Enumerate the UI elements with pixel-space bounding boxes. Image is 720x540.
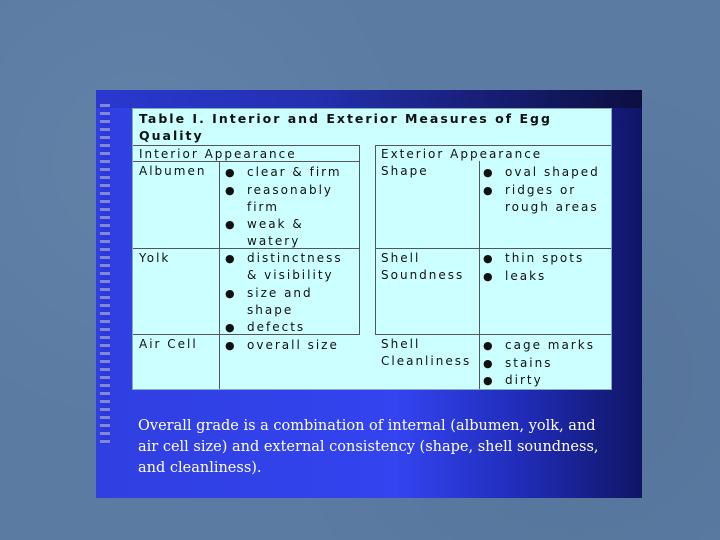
panel-top-shade <box>96 90 642 108</box>
exterior-label-soundness: Soundness <box>381 268 465 282</box>
summary-text <box>138 416 618 479</box>
bullet-icon: ● <box>225 252 237 265</box>
exterior-label-shell-2: Shell <box>381 337 421 351</box>
grid-line <box>375 248 611 249</box>
table-title-line2: Quality <box>139 128 204 143</box>
summary-line: and cleanliness). <box>138 460 262 476</box>
list-item: overall size <box>247 338 339 352</box>
list-item: cage marks <box>505 338 595 352</box>
slide-panel <box>96 90 642 498</box>
grid-line <box>133 248 359 249</box>
table-title: Table I. Interior and Exterior Measures of Egg <box>139 111 552 126</box>
bullet-icon: ● <box>225 339 237 352</box>
list-item: thin spots <box>505 251 585 265</box>
bullet-icon: ● <box>225 184 237 197</box>
interior-label-yolk: Yolk <box>139 251 171 265</box>
list-item: weak & <box>247 217 304 231</box>
bullet-icon: ● <box>483 252 495 265</box>
bullet-icon: ● <box>225 287 237 300</box>
interior-header: Interior Appearance <box>139 147 297 161</box>
list-item: distinctness <box>247 251 343 265</box>
list-item: ridges or <box>505 183 577 197</box>
list-item: size and <box>247 286 313 300</box>
bullet-icon: ● <box>483 374 495 387</box>
exterior-label-shape: Shape <box>381 164 429 178</box>
list-item: stains <box>505 356 553 370</box>
list-item: shape <box>247 303 294 317</box>
bullet-icon: ● <box>483 270 495 283</box>
grid-line <box>133 161 359 162</box>
decorative-side-strip <box>100 104 110 444</box>
grid-line <box>359 145 360 335</box>
grid-line <box>375 145 611 146</box>
summary-line: Overall grade is a combination of internal (albumen, yolk, and <box>138 418 596 434</box>
grid-line <box>219 161 220 389</box>
list-item: firm <box>247 200 279 214</box>
grid-line <box>133 334 359 335</box>
list-item: dirty <box>505 373 543 387</box>
bullet-icon: ● <box>483 339 495 352</box>
bullet-icon: ● <box>483 166 495 179</box>
list-item: defects <box>247 320 306 334</box>
bullet-icon: ● <box>225 166 237 179</box>
list-item: watery <box>247 234 301 248</box>
bullet-icon: ● <box>483 357 495 370</box>
exterior-header: Exterior Appearance <box>381 147 543 161</box>
interior-label-air-cell: Air Cell <box>139 337 198 351</box>
bullet-icon: ● <box>225 218 237 231</box>
grid-line <box>375 145 376 335</box>
list-item: reasonably <box>247 183 334 197</box>
summary-line: air cell size) and external consistency (shape, shell soundness, <box>138 439 599 455</box>
exterior-label-shell: Shell <box>381 251 421 265</box>
egg-quality-table <box>132 108 612 390</box>
grid-line <box>479 161 480 389</box>
interior-label-albumen: Albumen <box>139 164 207 178</box>
list-item: leaks <box>505 269 547 283</box>
bullet-icon: ● <box>483 184 495 197</box>
list-item: rough areas <box>505 200 599 214</box>
bullet-icon: ● <box>225 321 237 334</box>
list-item: clear & firm <box>247 165 342 179</box>
list-item: oval shaped <box>505 165 600 179</box>
list-item: & visibility <box>247 268 334 282</box>
grid-line <box>375 334 611 335</box>
exterior-label-cleanliness: Cleanliness <box>381 354 472 368</box>
grid-line <box>133 145 359 146</box>
